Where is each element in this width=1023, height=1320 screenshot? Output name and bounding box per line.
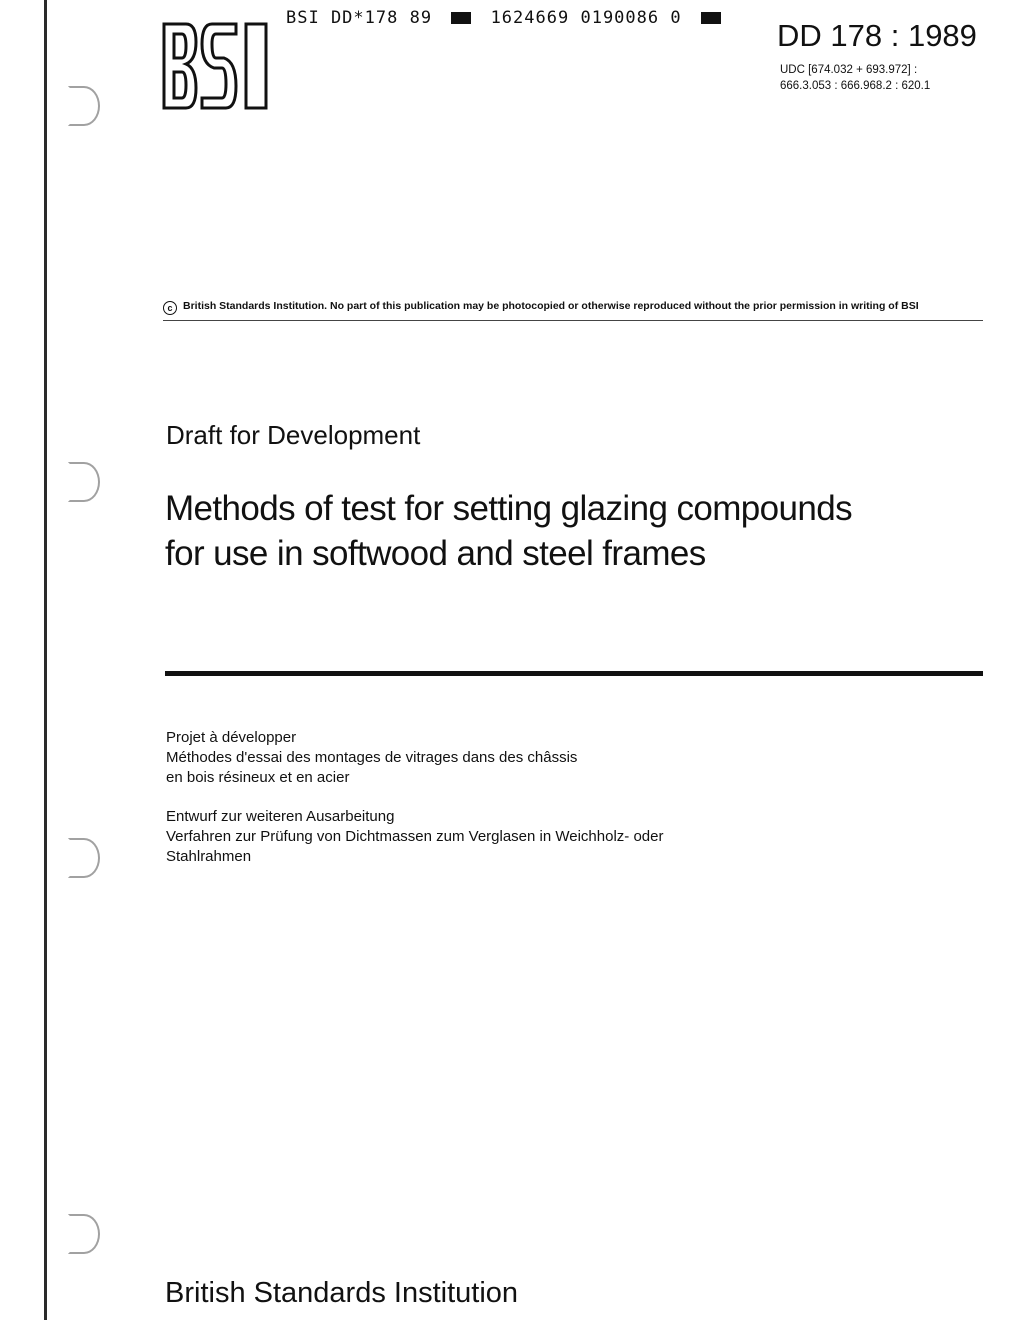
french-title-line-1: Méthodes d'essai des montages de vitrages dans des châssis [166,749,578,766]
barcode-number-1: 1624669 [490,8,570,28]
copyright-icon: c [163,301,177,315]
german-series: Entwurf zur weiteren Ausarbeitung [166,808,395,825]
title-line-2: for use in softwood and steel frames [165,534,706,573]
barcode-line [286,8,729,28]
german-title-line-2: Stahlrahmen [166,848,252,865]
barcode-block-icon [701,12,721,24]
page-title [165,486,985,576]
title-divider [165,671,983,676]
barcode-suffix: 0 [670,8,682,28]
udc-line-2: 666.3.053 : 666.968.2 : 620.1 [780,80,931,92]
copyright-rule [163,320,983,321]
udc-classification [780,62,930,94]
publisher-name: British Standards Institution [165,1277,519,1309]
copyright-text: British Standards Institution. No part of this publication may be photocopied or otherwise reproduced without the prior permission in writing of BSI [183,300,919,312]
german-translation [166,807,866,867]
bsi-logo [160,20,272,112]
german-title-line-1: Verfahren zur Prüfung von Dichtmassen zum Verglasen in Weichholz- oder [166,828,664,845]
punch-hole-mark [68,462,100,502]
barcode-number-2: 0190086 [580,8,660,28]
punch-hole-mark [68,838,100,878]
french-translation [166,728,866,788]
punch-hole-mark [68,1214,100,1254]
document-number: DD 178 : 1989 [777,18,977,53]
series-label: Draft for Development [166,420,421,450]
title-line-1: Methods of test for setting glazing compounds [165,489,853,528]
udc-line-1: UDC [674.032 + 693.972] : [780,64,918,76]
barcode-block-icon [451,12,471,24]
page-edge [44,0,47,1320]
french-series: Projet à développer [166,729,297,746]
french-title-line-2: en bois résineux et en acier [166,769,350,786]
copyright-notice [163,300,983,315]
barcode-prefix: BSI DD*178 89 [286,8,433,28]
punch-hole-mark [68,86,100,126]
